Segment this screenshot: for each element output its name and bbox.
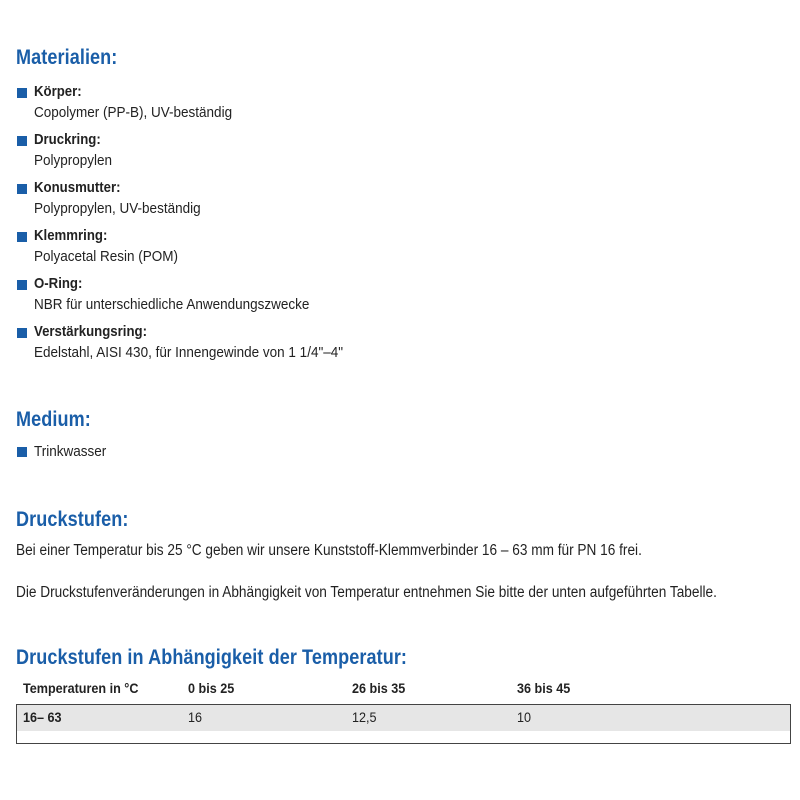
list-item [16, 130, 377, 178]
medium-heading: Medium: [16, 408, 91, 431]
item-text: Copolymer (PP-B), UV-beständig [34, 104, 233, 121]
table-cell-36-45: 10 [517, 709, 532, 725]
table-heading: Druckstufen in Abhängigkeit der Temperatur: [16, 646, 408, 669]
item-text: Polypropylen [34, 152, 113, 169]
square-bullet-icon [17, 136, 27, 146]
table-header-0-25: 0 bis 25 [188, 680, 235, 696]
table-header-26-35: 26 bis 35 [352, 680, 406, 696]
materials-heading: Materialien: [16, 46, 118, 69]
square-bullet-icon [17, 88, 27, 98]
pressure-heading: Druckstufen: [16, 508, 129, 531]
square-bullet-icon [17, 447, 27, 457]
item-title: Verstärkungsring: [34, 323, 147, 340]
list-item [16, 226, 377, 274]
item-text: Polyacetal Resin (POM) [34, 248, 179, 265]
list-item [16, 178, 377, 226]
pressure-paragraph-2: Die Druckstufenveränderungen in Abhängigkeit von Temperatur entnehmen Sie bitte der unten aufgeführten Tabelle. [16, 584, 717, 601]
materials-list [16, 82, 377, 370]
table-header-temperature: Temperaturen in °C [23, 680, 139, 696]
list-item [16, 441, 114, 465]
square-bullet-icon [17, 280, 27, 290]
item-text: Trinkwasser [34, 443, 107, 460]
item-title: Konusmutter: [34, 179, 121, 196]
item-title: O-Ring: [34, 275, 83, 292]
list-item [16, 82, 377, 130]
medium-list [16, 441, 114, 465]
item-title: Druckring: [34, 131, 101, 148]
item-text: Polypropylen, UV-beständig [34, 200, 201, 217]
item-text: NBR für unterschiedliche Anwendungszwecke [34, 296, 310, 313]
table-cell-size: 16– 63 [23, 709, 62, 725]
data-table [16, 704, 791, 744]
square-bullet-icon [17, 184, 27, 194]
table-row [17, 705, 790, 731]
pressure-paragraph-1: Bei einer Temperatur bis 25 °C geben wir unsere Kunststoff-Klemmverbinder 16 – 63 mm für PN 16 frei. [16, 542, 642, 559]
table-cell-26-35: 12,5 [352, 709, 377, 725]
item-title: Körper: [34, 83, 82, 100]
square-bullet-icon [17, 328, 27, 338]
table-cell-0-25: 16 [188, 709, 203, 725]
square-bullet-icon [17, 232, 27, 242]
table-header-36-45: 36 bis 45 [517, 680, 571, 696]
item-text: Edelstahl, AISI 430, für Innengewinde von 1 1/4"–4" [34, 344, 344, 361]
list-item [16, 322, 377, 370]
list-item [16, 274, 377, 322]
item-title: Klemmring: [34, 227, 108, 244]
